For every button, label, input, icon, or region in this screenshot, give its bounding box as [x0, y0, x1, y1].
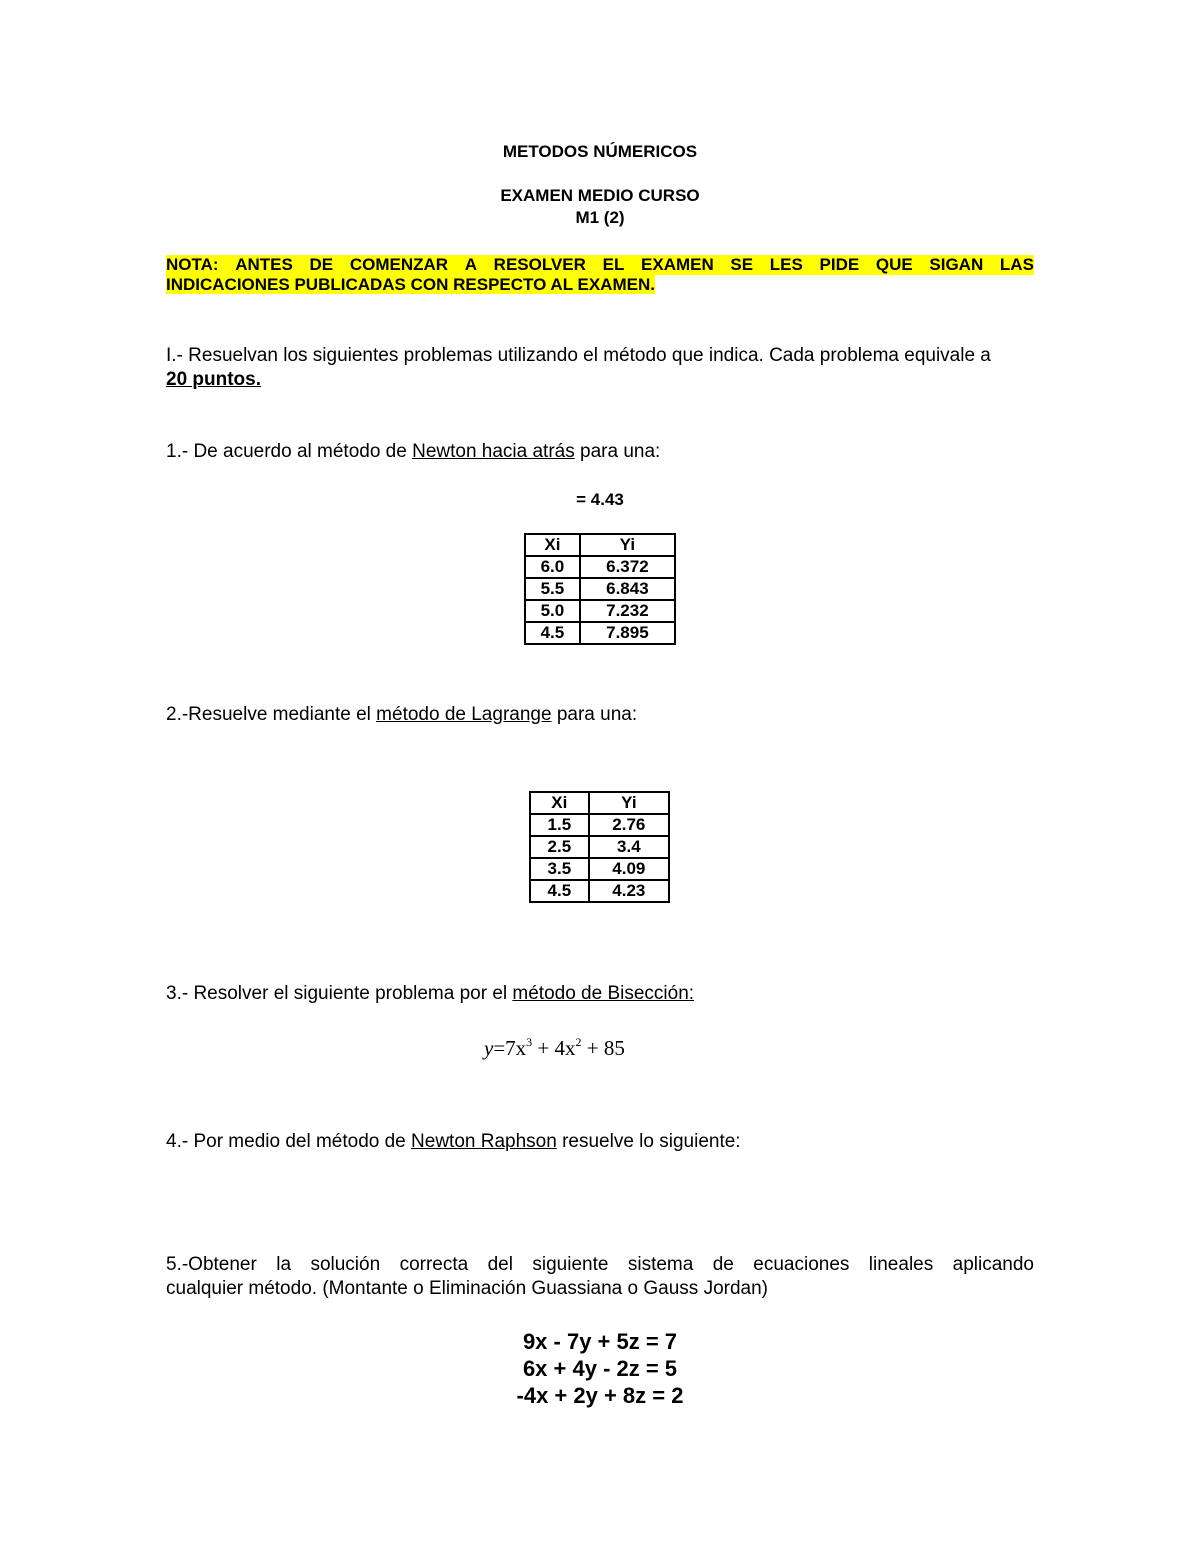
table-header-cell: Xi: [525, 534, 580, 556]
table-row: [530, 814, 669, 836]
table-cell: 4.23: [589, 880, 669, 902]
note-word: SE: [730, 255, 754, 274]
note-word: PIDE: [819, 255, 860, 274]
table-header-row: [530, 792, 669, 814]
note-word: A: [464, 255, 477, 274]
problem-5-word: aplicando: [952, 1254, 1034, 1275]
table-cell: 4.5: [530, 880, 589, 902]
instructions-line: I.- Resuelvan los siguientes problemas utilizando el método que indica. Cada problema equivale a: [166, 345, 991, 366]
note-line-1: [166, 255, 1034, 275]
table-header-cell: Yi: [580, 534, 675, 556]
problem-5-word: sistema: [627, 1254, 694, 1275]
table-cell: 2.5: [530, 836, 589, 858]
table-header-cell: Yi: [589, 792, 669, 814]
table-cell: 6.843: [580, 578, 675, 600]
table-row: [525, 578, 675, 600]
table-row: [530, 836, 669, 858]
table-row: [525, 600, 675, 622]
problem-5-statement: [166, 1253, 1034, 1301]
problem-5-word: lineales: [868, 1254, 934, 1275]
equation-3: -4x + 2y + 8z = 2: [516, 1383, 684, 1408]
note-word: QUE: [875, 255, 913, 274]
table-row: [525, 556, 675, 578]
problem-4-statement: 4.- Por medio del método de Newton Raphson resuelve lo siguiente:: [166, 1131, 741, 1152]
note-word: EL: [602, 255, 625, 274]
note-word: SIGAN: [929, 255, 984, 274]
problem-2-method: método de Lagrange: [376, 704, 552, 725]
problem-3-equation: $y=7x^3 + 4x^2 + 85$: [484, 1035, 625, 1060]
note-line-2: INDICACIONES PUBLICADAS CON RESPECTO AL EXAMEN.: [166, 275, 655, 294]
table-cell: 1.5: [530, 814, 589, 836]
table-cell: 2.76: [589, 814, 669, 836]
table-cell: 6.0: [525, 556, 580, 578]
problem-5-word: de: [712, 1254, 734, 1275]
problem-5-word: ecuaciones: [753, 1254, 850, 1275]
table-row: [530, 880, 669, 902]
problem-2-table: [529, 791, 670, 903]
problem-1-statement: 1.- De acuerdo al método de Newton hacia atrás para una:: [166, 441, 661, 462]
table-row: [525, 622, 675, 644]
table-row: [530, 858, 669, 880]
exam-note: [166, 255, 1034, 295]
table-cell: 4.5: [525, 622, 580, 644]
note-word: LAS: [999, 255, 1034, 274]
problem-3-method: método de Bisección:: [512, 983, 695, 1004]
note-word: EXAMEN: [641, 255, 714, 274]
problem-5-word: 5.-Obtener: [166, 1254, 257, 1275]
note-word: LES: [769, 255, 803, 274]
equation-1: 9x - 7y + 5z = 7: [522, 1329, 678, 1354]
problem-5-word: siguiente: [532, 1254, 609, 1275]
table-cell: 4.09: [589, 858, 669, 880]
points-label: 20 puntos.: [166, 369, 262, 390]
note-word: RESOLVER: [493, 255, 586, 274]
table-header-row: [525, 534, 675, 556]
table-cell: 7.895: [580, 622, 675, 644]
problem-1-value: = 4.43: [576, 490, 624, 509]
problem-4-method: Newton Raphson: [411, 1131, 557, 1152]
problem-5-line-1: [166, 1253, 1034, 1277]
section-instructions: [166, 344, 1034, 392]
table-header-cell: Xi: [530, 792, 589, 814]
note-word: DE: [309, 255, 334, 274]
table-cell: 7.232: [580, 600, 675, 622]
table-cell: 5.5: [525, 578, 580, 600]
problem-5-word: del: [487, 1254, 513, 1275]
exam-code: M1 (2): [575, 208, 625, 227]
problem-1-method: Newton hacia atrás: [412, 441, 575, 462]
note-word: ANTES: [235, 255, 293, 274]
note-word: NOTA:: [166, 255, 219, 274]
problem-5-word: solución: [310, 1254, 381, 1275]
problem-3-statement: 3.- Resolver el siguiente problema por el método de Bisección:: [166, 983, 695, 1004]
equation-2: 6x + 4y - 2z = 5: [522, 1356, 678, 1381]
problem-5-word: correcta: [399, 1254, 469, 1275]
table-cell: 6.372: [580, 556, 675, 578]
table-cell: 3.4: [589, 836, 669, 858]
table-cell: 5.0: [525, 600, 580, 622]
problem-5-word: la: [276, 1254, 292, 1275]
problem-2-statement: 2.-Resuelve mediante el método de Lagrange para una:: [166, 704, 638, 725]
table-cell: 3.5: [530, 858, 589, 880]
problem-5-line-2: cualquier método. (Montante o Eliminación Guassiana o Gauss Jordan): [166, 1278, 768, 1299]
exam-subtitle: EXAMEN MEDIO CURSO: [500, 186, 700, 205]
note-word: COMENZAR: [349, 255, 449, 274]
problem-1-table: [524, 533, 676, 645]
document-title: METODOS NÚMERICOS: [502, 142, 698, 161]
